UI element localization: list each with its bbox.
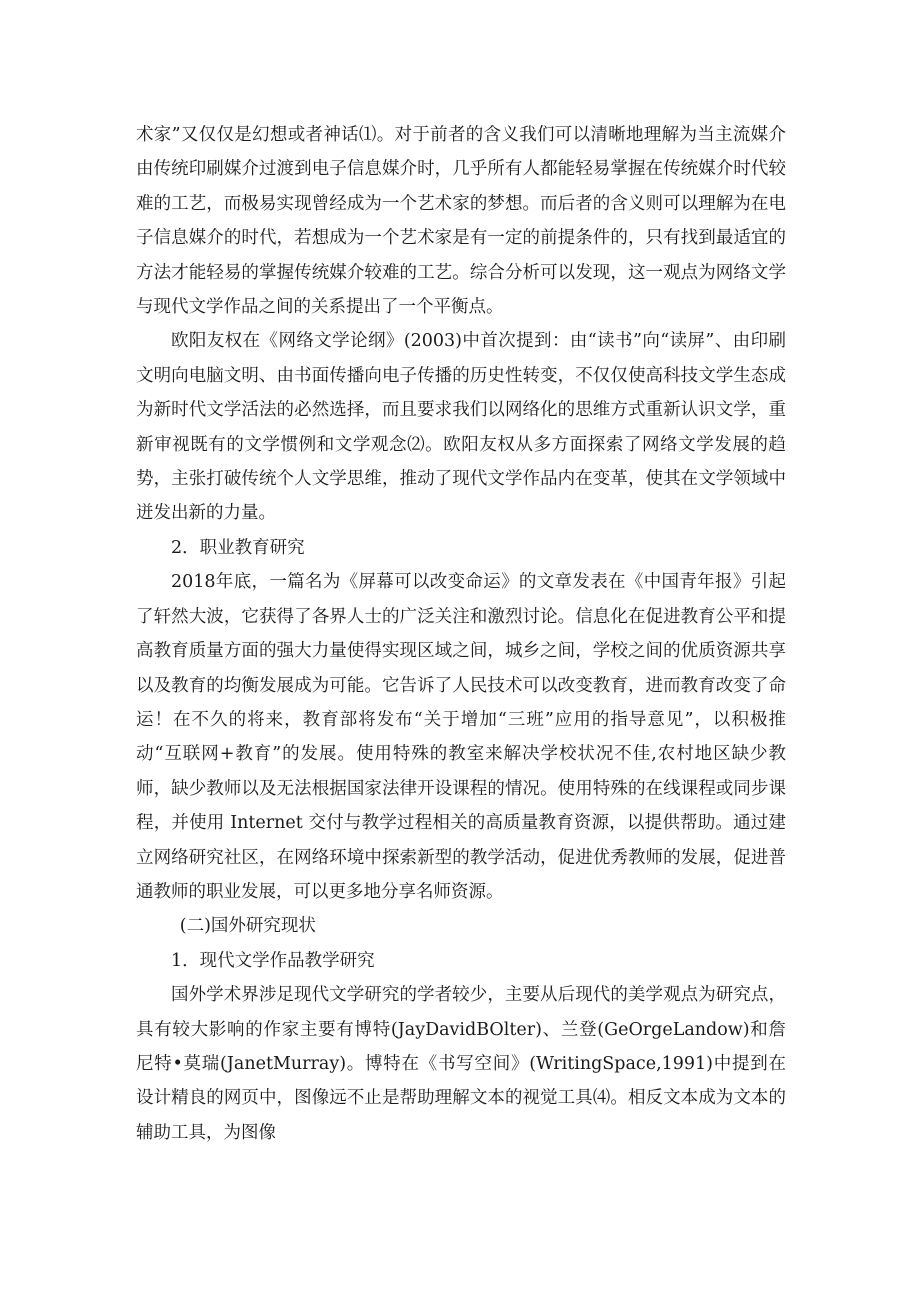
paragraph-continuation: 术家”又仅仅是幻想或者神话⑴。对于前者的含义我们可以清晰地理解为当主流媒介由传统印刷媒介过渡到电子信息媒介时，几乎所有人都能轻易掌握在传统媒介时代较难的工艺，而极易实现曾经成为一个艺术家的梦想。而后者的含义则可以理解为在电子信息媒介的时代，若想成为一个艺术家是有一定的前提条件的，只有找到最适宜的方法才能轻易的掌握传统媒介较难的工艺。综合分析可以发现，这一观点为网络文学与现代文学作品之间的关系提出了一个平衡点。	[136, 125, 786, 318]
section-heading-teaching: 1．现代文学作品教学研究	[171, 950, 375, 971]
paragraph-foreign-research: 国外学术界涉足现代文学研究的学者较少，主要从后现代的美学观点为研究点，具有较大影响的作家主要有博特(JayDavidBOlter)、兰登(GeOrgeLandow)和詹尼特•莫瑞(JanetMurray)。博特在《书写空间》(WritingSpace,1991)中提到在设计精良的网页中，图像远不止是帮助理解文本的视觉工具⑷。相反文本成为文本的辅助工具，为图像	[136, 985, 786, 1143]
document-body	[136, 118, 786, 1150]
paragraph-ouyang: 欧阳友权在《网络文学论纲》(2003)中首次提到：由“读书”向“读屏”、由印刷文明向电脑文明、由书面传播向电子传播的历史性转变，不仅仅使高科技文学生态成为新时代文学活法的必然选择，而且要求我们以网络化的思维方式重新认识文学，重新审视既有的文学惯例和文学观念⑵。欧阳友权从多方面探索了网络文学发展的趋势，主张打破传统个人文学思维，推动了现代文学作品内在变革，使其在文学领域中迸发出新的力量。	[136, 331, 786, 524]
paragraph-vocational: 2018年底，一篇名为《屏幕可以改变命运》的文章发表在《中国青年报》引起了轩然大波，它获得了各界人士的广泛关注和激烈讨论。信息化在促进教育公平和提高教育质量方面的强大力量使得实现区域之间，城乡之间，学校之间的优质资源共享以及教育的均衡发展成为可能。它告诉了人民技术可以改变教育，进而教育改变了命运！在不久的将来，教育部将发布“关于增加“三班”应用的指导意见”，以积极推动“互联网+教育”的发展。使用特殊的教室来解决学校状况不佳,农村地区缺少教师，缺少教师以及无法根据国家法律开设课程的情况。使用特殊的在线课程或同步课程，并使用 Internet 交付与教学过程相关的高质量教育资源，以提供帮助。通过建立网络研究社区，在网络环境中探索新型的教学活动，促进优秀教师的发展，促进普通教师的职业发展，可以更多地分享名师资源。	[136, 572, 786, 902]
section-heading-vocational: 2．职业教育研究	[171, 537, 305, 558]
section-heading-foreign: (二)国外研究现状	[179, 916, 316, 937]
